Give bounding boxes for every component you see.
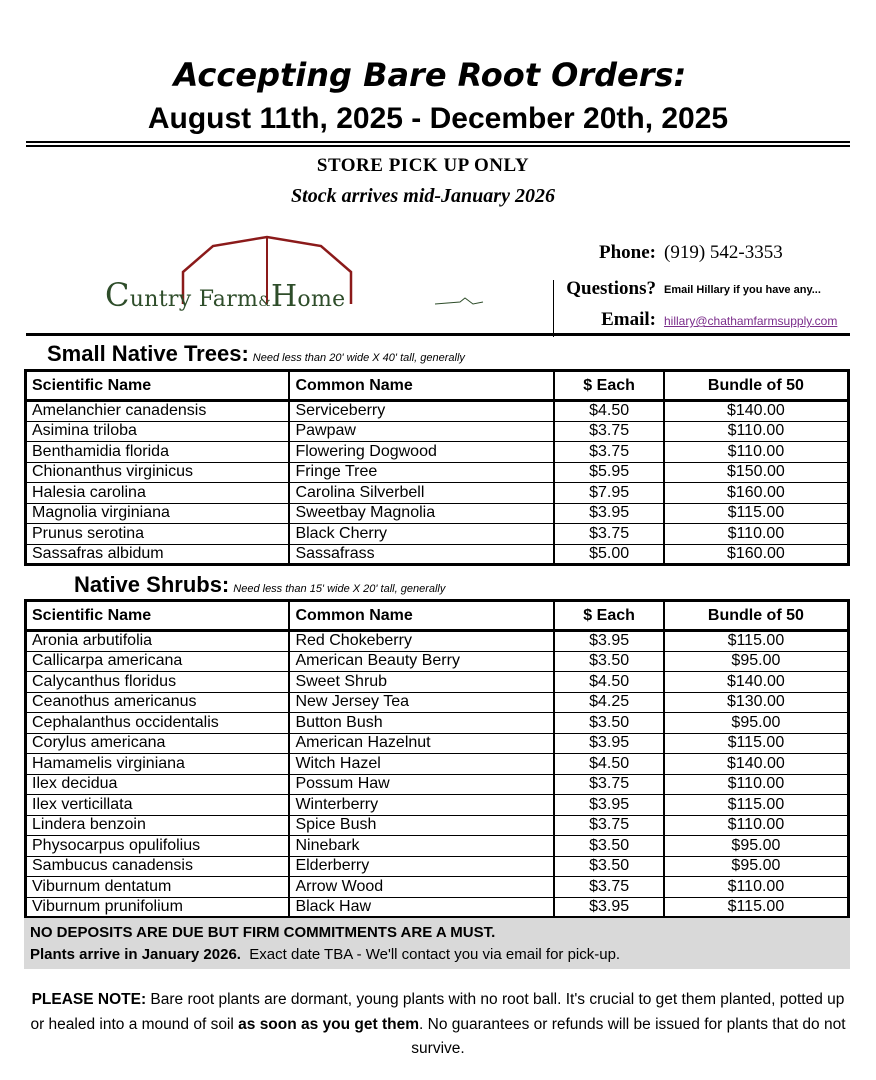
logo-text-h: H (270, 279, 298, 314)
divider (26, 145, 850, 147)
price-each-cell: $3.75 (554, 524, 663, 545)
scientific-name-cell: Callicarpa americana (26, 651, 290, 672)
scientific-name-cell: Sambucus canadensis (26, 856, 290, 877)
bundle-price-cell: $140.00 (664, 754, 849, 775)
common-name-cell: Spice Bush (289, 815, 554, 836)
logo-text-amp: & (258, 294, 271, 310)
common-name-cell: Sassafrass (289, 544, 554, 565)
arrival-rest: Exact date TBA - We'll contact you via email for pick-up. (240, 946, 621, 963)
common-name-cell: Red Chokeberry (289, 631, 554, 652)
price-each-cell: $4.50 (554, 672, 663, 693)
table-row (26, 544, 849, 565)
bundle-price-cell: $110.00 (664, 877, 849, 898)
phone-number: (919) 542-3353 (664, 242, 783, 263)
questions-text: Email Hillary if you have any... (664, 284, 821, 296)
table-row (26, 631, 849, 652)
table-row (26, 856, 849, 877)
price-each-cell: $3.50 (554, 651, 663, 672)
price-each-cell: $3.75 (554, 877, 663, 898)
trees-section-title (47, 341, 465, 367)
common-name-cell: New Jersey Tea (289, 692, 554, 713)
common-name-cell: Witch Hazel (289, 754, 554, 775)
table-row (26, 795, 849, 816)
scientific-name-cell: Amelanchier canadensis (26, 401, 290, 422)
common-name-cell: Winterberry (289, 795, 554, 816)
bundle-price-cell: $130.00 (664, 692, 849, 713)
bundle-price-cell: $115.00 (664, 897, 849, 918)
price-each-cell: $3.75 (554, 815, 663, 836)
page-title: Accepting Bare Root Orders: (173, 56, 687, 94)
scientific-name-cell: Ilex verticillata (26, 795, 290, 816)
common-name-cell: Possum Haw (289, 774, 554, 795)
bundle-price-cell: $140.00 (664, 401, 849, 422)
table-row (26, 524, 849, 545)
table-row (26, 483, 849, 504)
bundle-price-cell: $160.00 (664, 483, 849, 504)
logo-text-c: C (105, 276, 130, 314)
notice-line-2 (30, 944, 844, 966)
header-scientific: Scientific Name (26, 601, 290, 631)
email-link[interactable]: hillary@chathamfarmsupply.com (664, 314, 838, 328)
bundle-price-cell: $95.00 (664, 651, 849, 672)
scientific-name-cell: Cephalanthus occidentalis (26, 713, 290, 734)
bundle-price-cell: $115.00 (664, 503, 849, 524)
divider (26, 333, 850, 336)
bundle-price-cell: $110.00 (664, 774, 849, 795)
price-each-cell: $3.75 (554, 774, 663, 795)
bundle-price-cell: $160.00 (664, 544, 849, 565)
divider (26, 141, 850, 143)
shrubs-title: Native Shrubs: (74, 572, 230, 597)
header-bundle: Bundle of 50 (664, 601, 849, 631)
common-name-cell: Ninebark (289, 836, 554, 857)
price-each-cell: $3.95 (554, 503, 663, 524)
bundle-price-cell: $110.00 (664, 815, 849, 836)
scientific-name-cell: Magnolia virginiana (26, 503, 290, 524)
scientific-name-cell: Ilex decidua (26, 774, 290, 795)
bundle-price-cell: $150.00 (664, 462, 849, 483)
bundle-price-cell: $115.00 (664, 631, 849, 652)
scientific-name-cell: Viburnum prunifolium (26, 897, 290, 918)
arrival-bold: Plants arrive in January 2026. (30, 946, 241, 963)
header-bundle: Bundle of 50 (664, 371, 849, 401)
shrubs-section-title (74, 572, 445, 598)
shrubs-table (24, 599, 850, 919)
please-note-text-1: Bare root plants are dormant, young plants with no root ball. It's crucial to get them planted, potted up or healed into a mound of soil (30, 991, 845, 1033)
bundle-price-cell: $115.00 (664, 733, 849, 754)
price-each-cell: $3.50 (554, 836, 663, 857)
header-common: Common Name (289, 371, 554, 401)
table-row (26, 421, 849, 442)
bundle-price-cell: $110.00 (664, 524, 849, 545)
scientific-name-cell: Corylus americana (26, 733, 290, 754)
header-each: $ Each (554, 371, 663, 401)
notice-line-1: NO DEPOSITS ARE DUE BUT FIRM COMMITMENTS ARE A MUST. (30, 924, 496, 941)
please-note (30, 988, 846, 1062)
bundle-price-cell: $110.00 (664, 421, 849, 442)
bundle-price-cell: $140.00 (664, 672, 849, 693)
logo-text-end: ome (297, 287, 346, 312)
bundle-price-cell: $95.00 (664, 836, 849, 857)
table-row (26, 672, 849, 693)
price-each-cell: $4.50 (554, 401, 663, 422)
price-each-cell: $3.75 (554, 421, 663, 442)
price-each-cell: $4.50 (554, 754, 663, 775)
common-name-cell: Elderberry (289, 856, 554, 877)
scientific-name-cell: Chionanthus virginicus (26, 462, 290, 483)
company-logo (105, 232, 485, 312)
trees-table (24, 369, 850, 566)
logo-text-main: untry Farm (129, 287, 259, 312)
trees-title: Small Native Trees: (47, 341, 249, 366)
table-row (26, 503, 849, 524)
table-row (26, 754, 849, 775)
table-row (26, 713, 849, 734)
scientific-name-cell: Calycanthus floridus (26, 672, 290, 693)
common-name-cell: Button Bush (289, 713, 554, 734)
scientific-name-cell: Ceanothus americanus (26, 692, 290, 713)
contact-divider (553, 280, 554, 337)
header-each: $ Each (554, 601, 663, 631)
price-each-cell: $3.95 (554, 631, 663, 652)
common-name-cell: Sweet Shrub (289, 672, 554, 693)
header-scientific: Scientific Name (26, 371, 290, 401)
email-label: Email: (601, 309, 656, 330)
trees-note: Need less than 20' wide X 40' tall, generally (252, 352, 465, 364)
scientific-name-cell: Viburnum dentatum (26, 877, 290, 898)
table-row (26, 774, 849, 795)
pickup-notice: STORE PICK UP ONLY (316, 155, 530, 176)
bundle-price-cell: $115.00 (664, 795, 849, 816)
price-each-cell: $3.95 (554, 897, 663, 918)
common-name-cell: Serviceberry (289, 401, 554, 422)
stock-arrival: Stock arrives mid-January 2026 (291, 185, 555, 207)
common-name-cell: Black Haw (289, 897, 554, 918)
price-each-cell: $4.25 (554, 692, 663, 713)
common-name-cell: Pawpaw (289, 421, 554, 442)
scientific-name-cell: Halesia carolina (26, 483, 290, 504)
table-row (26, 401, 849, 422)
bundle-price-cell: $95.00 (664, 713, 849, 734)
price-each-cell: $5.00 (554, 544, 663, 565)
common-name-cell: Fringe Tree (289, 462, 554, 483)
price-each-cell: $3.50 (554, 856, 663, 877)
table-row (26, 815, 849, 836)
questions-label: Questions? (566, 278, 656, 299)
scientific-name-cell: Sassafras albidum (26, 544, 290, 565)
price-each-cell: $3.50 (554, 713, 663, 734)
price-each-cell: $3.95 (554, 795, 663, 816)
price-each-cell: $5.95 (554, 462, 663, 483)
please-note-text-2: . No guarantees or refunds will be issued for plants that do not survive. (411, 1015, 846, 1057)
price-each-cell: $3.95 (554, 733, 663, 754)
shrubs-note: Need less than 15' wide X 20' tall, generally (233, 583, 446, 595)
common-name-cell: Sweetbay Magnolia (289, 503, 554, 524)
table-header-row (26, 601, 849, 631)
phone-label: Phone: (599, 242, 656, 263)
please-note-bold: as soon as you get them (238, 1015, 420, 1033)
price-each-cell: $3.75 (554, 442, 663, 463)
table-row (26, 836, 849, 857)
table-row (26, 651, 849, 672)
common-name-cell: Flowering Dogwood (289, 442, 554, 463)
common-name-cell: Arrow Wood (289, 877, 554, 898)
scientific-name-cell: Physocarpus opulifolius (26, 836, 290, 857)
table-row (26, 442, 849, 463)
table-row (26, 897, 849, 918)
please-note-label: PLEASE NOTE: (31, 991, 147, 1008)
scientific-name-cell: Prunus serotina (26, 524, 290, 545)
scientific-name-cell: Aronia arbutifolia (26, 631, 290, 652)
bundle-price-cell: $95.00 (664, 856, 849, 877)
table-row (26, 733, 849, 754)
table-row (26, 877, 849, 898)
table-row (26, 462, 849, 483)
bundle-price-cell: $110.00 (664, 442, 849, 463)
table-header-row (26, 371, 849, 401)
scientific-name-cell: Asimina triloba (26, 421, 290, 442)
scientific-name-cell: Hamamelis virginiana (26, 754, 290, 775)
price-each-cell: $7.95 (554, 483, 663, 504)
common-name-cell: Black Cherry (289, 524, 554, 545)
common-name-cell: American Beauty Berry (289, 651, 554, 672)
common-name-cell: American Hazelnut (289, 733, 554, 754)
order-dates: August 11th, 2025 - December 20th, 2025 (147, 102, 729, 135)
table-row (26, 692, 849, 713)
header-common: Common Name (289, 601, 554, 631)
deposit-notice (24, 918, 850, 969)
common-name-cell: Carolina Silverbell (289, 483, 554, 504)
scientific-name-cell: Benthamidia florida (26, 442, 290, 463)
scientific-name-cell: Lindera benzoin (26, 815, 290, 836)
